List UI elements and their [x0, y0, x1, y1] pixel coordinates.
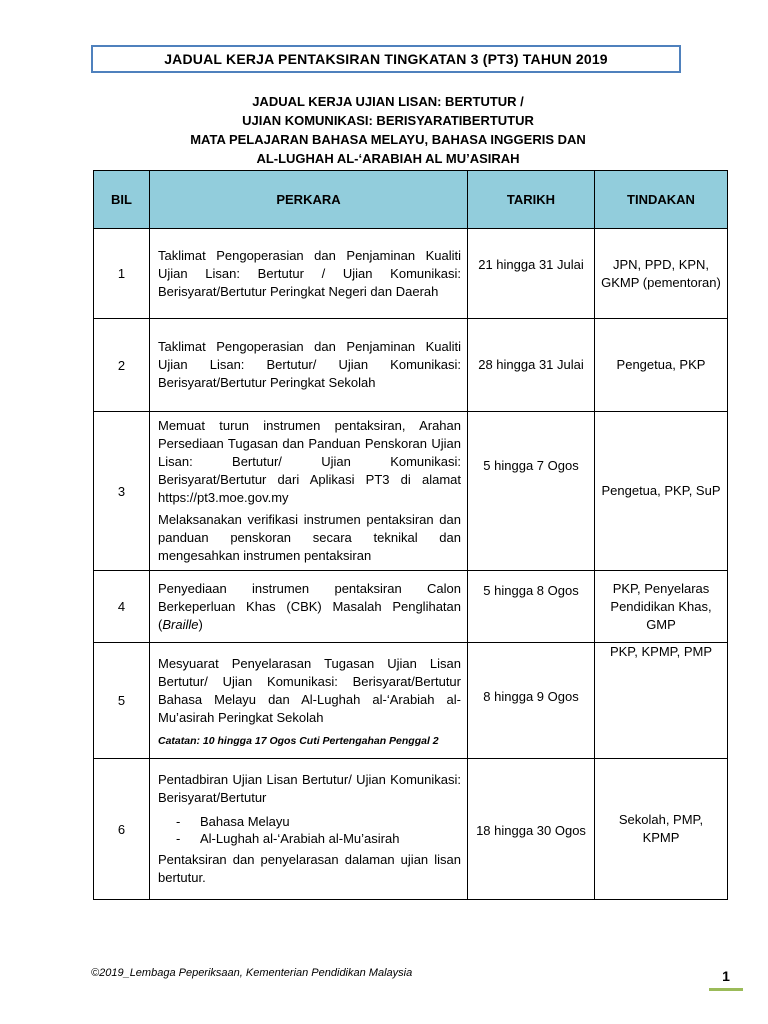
bullet-text: Bahasa Melayu: [200, 814, 290, 829]
row-tarikh: 28 hingga 31 Julai: [468, 319, 595, 412]
perkara-text-post: ): [198, 616, 203, 632]
table-row: [94, 319, 728, 412]
row-perkara: [150, 759, 468, 900]
subtitle-line: UJIAN KOMUNIKASI: BERISYARATIBERTUTUR: [242, 113, 534, 128]
row-bil: 1: [94, 229, 150, 319]
bullet-text: Al-Lughah al-‘Arabiah al-Mu’asirah: [200, 831, 400, 846]
subtitle-line: AL-LUGHAH AL-‘ARABIAH AL MU’ASIRAH: [256, 151, 520, 166]
header-perkara: PERKARA: [150, 171, 468, 229]
row-tarikh: 5 hingga 8 Ogos: [468, 571, 595, 643]
perkara-text-pre: Penyediaan instrumen pentaksiran Calon Berkeperluan Khas (CBK) Masalah Penglihatan (: [158, 580, 461, 632]
subtitle-line: JADUAL KERJA UJIAN LISAN: BERTUTUR /: [252, 94, 524, 109]
row-perkara: [150, 319, 468, 412]
header-tarikh: TARIKH: [468, 171, 595, 229]
perkara-text: [158, 580, 461, 634]
perkara-text: Memuat turun instrumen pentaksiran, Arahan Persediaan Tugasan dan Panduan Penskoran Ujian Lisan: Bertutur/ Ujian Komunikasi: Berisyarat/Bertutur dari Aplikasi PT3 di alamat https://pt3.moe.gov.my: [158, 418, 461, 505]
row-perkara: [150, 571, 468, 643]
row-tarikh: 5 hingga 7 Ogos: [468, 412, 595, 571]
perkara-text: Taklimat Pengoperasian dan Penjaminan Kualiti Ujian Lisan: Bertutur/ Ujian Komunikasi: Berisyarat/Bertutur Peringkat Sekolah: [158, 339, 461, 390]
perkara-text-italic: Braille: [162, 616, 199, 632]
perkara-text: Melaksanakan verifikasi instrumen pentaksiran dan panduan penskoran secara teknikal dan mengesahkan instrumen pentaksiran: [158, 512, 461, 563]
perkara-text: Mesyuarat Penyelarasan Tugasan Ujian Lisan Bertutur/ Ujian Komunikasi: Berisyarat/Bertutur Bahasa Melayu dan Al-Lughah al-‘Arabiah al-Mu’asirah Peringkat Sekolah: [158, 655, 461, 725]
schedule-table: [93, 170, 728, 900]
table-row: [94, 571, 728, 643]
header-tindakan: TINDAKAN: [595, 171, 728, 229]
perkara-text: Taklimat Pengoperasian dan Penjaminan Kualiti Ujian Lisan: Bertutur / Ujian Komunikasi: Berisyarat/Bertutur Peringkat Negeri dan Daerah: [158, 247, 461, 299]
row-perkara: [150, 643, 468, 759]
perkara-note: Catatan: 10 hingga 17 Ogos Cuti Pertengahan Penggal 2: [158, 734, 439, 747]
table-row: [94, 229, 728, 319]
document-title: JADUAL KERJA PENTAKSIRAN TINGKATAN 3 (PT3) TAHUN 2019: [164, 51, 608, 67]
row-bil: 2: [94, 319, 150, 412]
row-bil: 3: [94, 412, 150, 571]
bullet-dash: -: [176, 814, 181, 829]
footer-copyright: ©2019_Lembaga Peperiksaan, Kementerian Pendidikan Malaysia: [91, 967, 413, 979]
row-tindakan: PKP, KPMP, PMP: [595, 643, 728, 759]
bullet-dash: -: [176, 831, 181, 846]
schedule-subtitle: [93, 92, 683, 168]
row-tindakan: Sekolah, PMP, KPMP: [595, 759, 728, 900]
list-item: [176, 813, 461, 830]
table-row: [94, 643, 728, 759]
document-title-box: [91, 45, 681, 73]
subtitle-line: MATA PELAJARAN BAHASA MELAYU, BAHASA INGGERIS DAN: [190, 132, 586, 147]
header-bil: BIL: [94, 171, 150, 229]
row-tarikh: 18 hingga 30 Ogos: [468, 759, 595, 900]
row-tindakan: Pengetua, PKP, SuP: [595, 412, 728, 571]
page-number: 1: [709, 967, 743, 991]
row-bil: 6: [94, 759, 150, 900]
row-bil: 5: [94, 643, 150, 759]
perkara-bullet-list: [176, 813, 461, 847]
row-perkara: [150, 229, 468, 319]
row-tindakan: JPN, PPD, KPN, GKMP (pementoran): [595, 229, 728, 319]
row-perkara: [150, 412, 468, 571]
list-item: [176, 830, 461, 847]
table-header-row: [94, 171, 728, 229]
table-row: [94, 412, 728, 571]
row-tarikh: 8 hingga 9 Ogos: [468, 643, 595, 759]
row-bil: 4: [94, 571, 150, 643]
row-tindakan: PKP, Penyelaras Pendidikan Khas, GMP: [595, 571, 728, 643]
perkara-text: Pentadbiran Ujian Lisan Bertutur/ Ujian Komunikasi: Berisyarat/Bertutur: [158, 772, 461, 805]
perkara-text: Pentaksiran dan penyelarasan dalaman ujian lisan bertutur.: [158, 852, 461, 885]
row-tindakan: Pengetua, PKP: [595, 319, 728, 412]
table-row: [94, 759, 728, 900]
row-tarikh: 21 hingga 31 Julai: [468, 229, 595, 319]
